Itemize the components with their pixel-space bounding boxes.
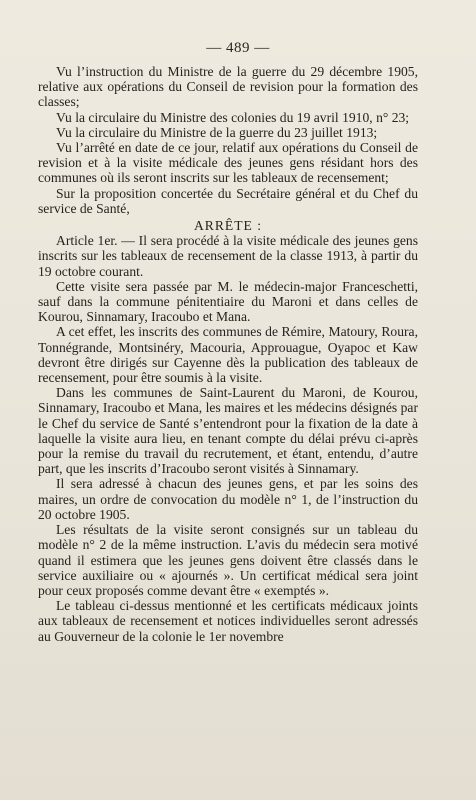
- paragraph-resultats: Les résultats de la visite seront consignés sur un tableau du modèle n° 2 de la même instruction. L’avis du médecin sera motivé quand il estimera que les jeunes gens doivent être classés dans le service auxiliaire ou « ajournés ». Un certificat médical sera joint pour ceux proposés comme devant être « exemptés ».: [38, 522, 418, 598]
- paragraph-circulaire-guerre: Vu la circulaire du Ministre de la guerre du 23 juillet 1913;: [56, 124, 378, 140]
- paragraph-convocation: Il sera adressé à chacun des jeunes gens, et par les soins des maires, un ordre de convocation du modèle n° 1, de l’instruction du 20 octobre 1905.: [38, 476, 418, 522]
- paragraph-communes-maroni: Dans les communes de Saint-Laurent du Maroni, de Kourou, Sinnamary, Iracoubo et Mana, les maires et les médecins désignés par le Chef du service de Santé s’entendront pour la fixation de la date à laquelle la visite aura lieu, en tenant compte du délai prévu ci-après pour la remise du travail du recrutement, et étant, entendu, d’autre part, que les inscrits d’Iracoubo seront visités à Sinnamary.: [38, 385, 418, 477]
- arrete-heading: ARRÊTE :: [193, 218, 263, 234]
- paragraph-article-1: Article 1er. — Il sera procédé à la visite médicale des jeunes gens inscrits sur les tableaux de recensement de la classe 1913, à partir du 19 octobre courant.: [38, 233, 418, 279]
- paragraph-tableau-certificats: Le tableau ci-dessus mentionné et les certificats médicaux joints aux tableaux de recensement et notices individuelles seront adressés au Gouverneur de la colonie le 1er novembre: [38, 598, 418, 644]
- paragraph-visite-medecin: Cette visite sera passée par M. le médecin-major Franceschetti, sauf dans la commune pénitentiaire du Maroni et dans celles de Kourou, Sinnamary, Iracoubo et Mana.: [38, 278, 418, 325]
- paragraph-instruction-ministre-guerre: Vu l’instruction du Ministre de la guerre du 29 décembre 1905, relative aux opérations du Conseil de revision pour la formation des classes;: [38, 64, 418, 110]
- paragraph-arrete-date: Vu l’arrêté en date de ce jour, relatif aux opérations du Conseil de revision et à la visite médicale des jeunes gens résidant hors des communes où ils seront inscrits sur les tableaux de recensement;: [38, 140, 418, 186]
- document-text: [38, 64, 418, 644]
- paragraph-communes-dirigees: A cet effet, les inscrits des communes de Rémire, Matoury, Roura, Tonnégrande, Montsinéry, Macouria, Approuague, Oyapoc et Kaw devront être dirigés sur Cayenne dès la publication des tableaux de recensement, pour être soumis à la visite.: [38, 324, 418, 386]
- page-number: — 489 —: [206, 40, 270, 56]
- paragraph-proposition: Sur la proposition concertée du Secrétaire général et du Chef du service de Santé,: [38, 185, 418, 216]
- paragraph-circulaire-colonies: Vu la circulaire du Ministre des colonies du 19 avril 1910, n° 23;: [56, 109, 410, 125]
